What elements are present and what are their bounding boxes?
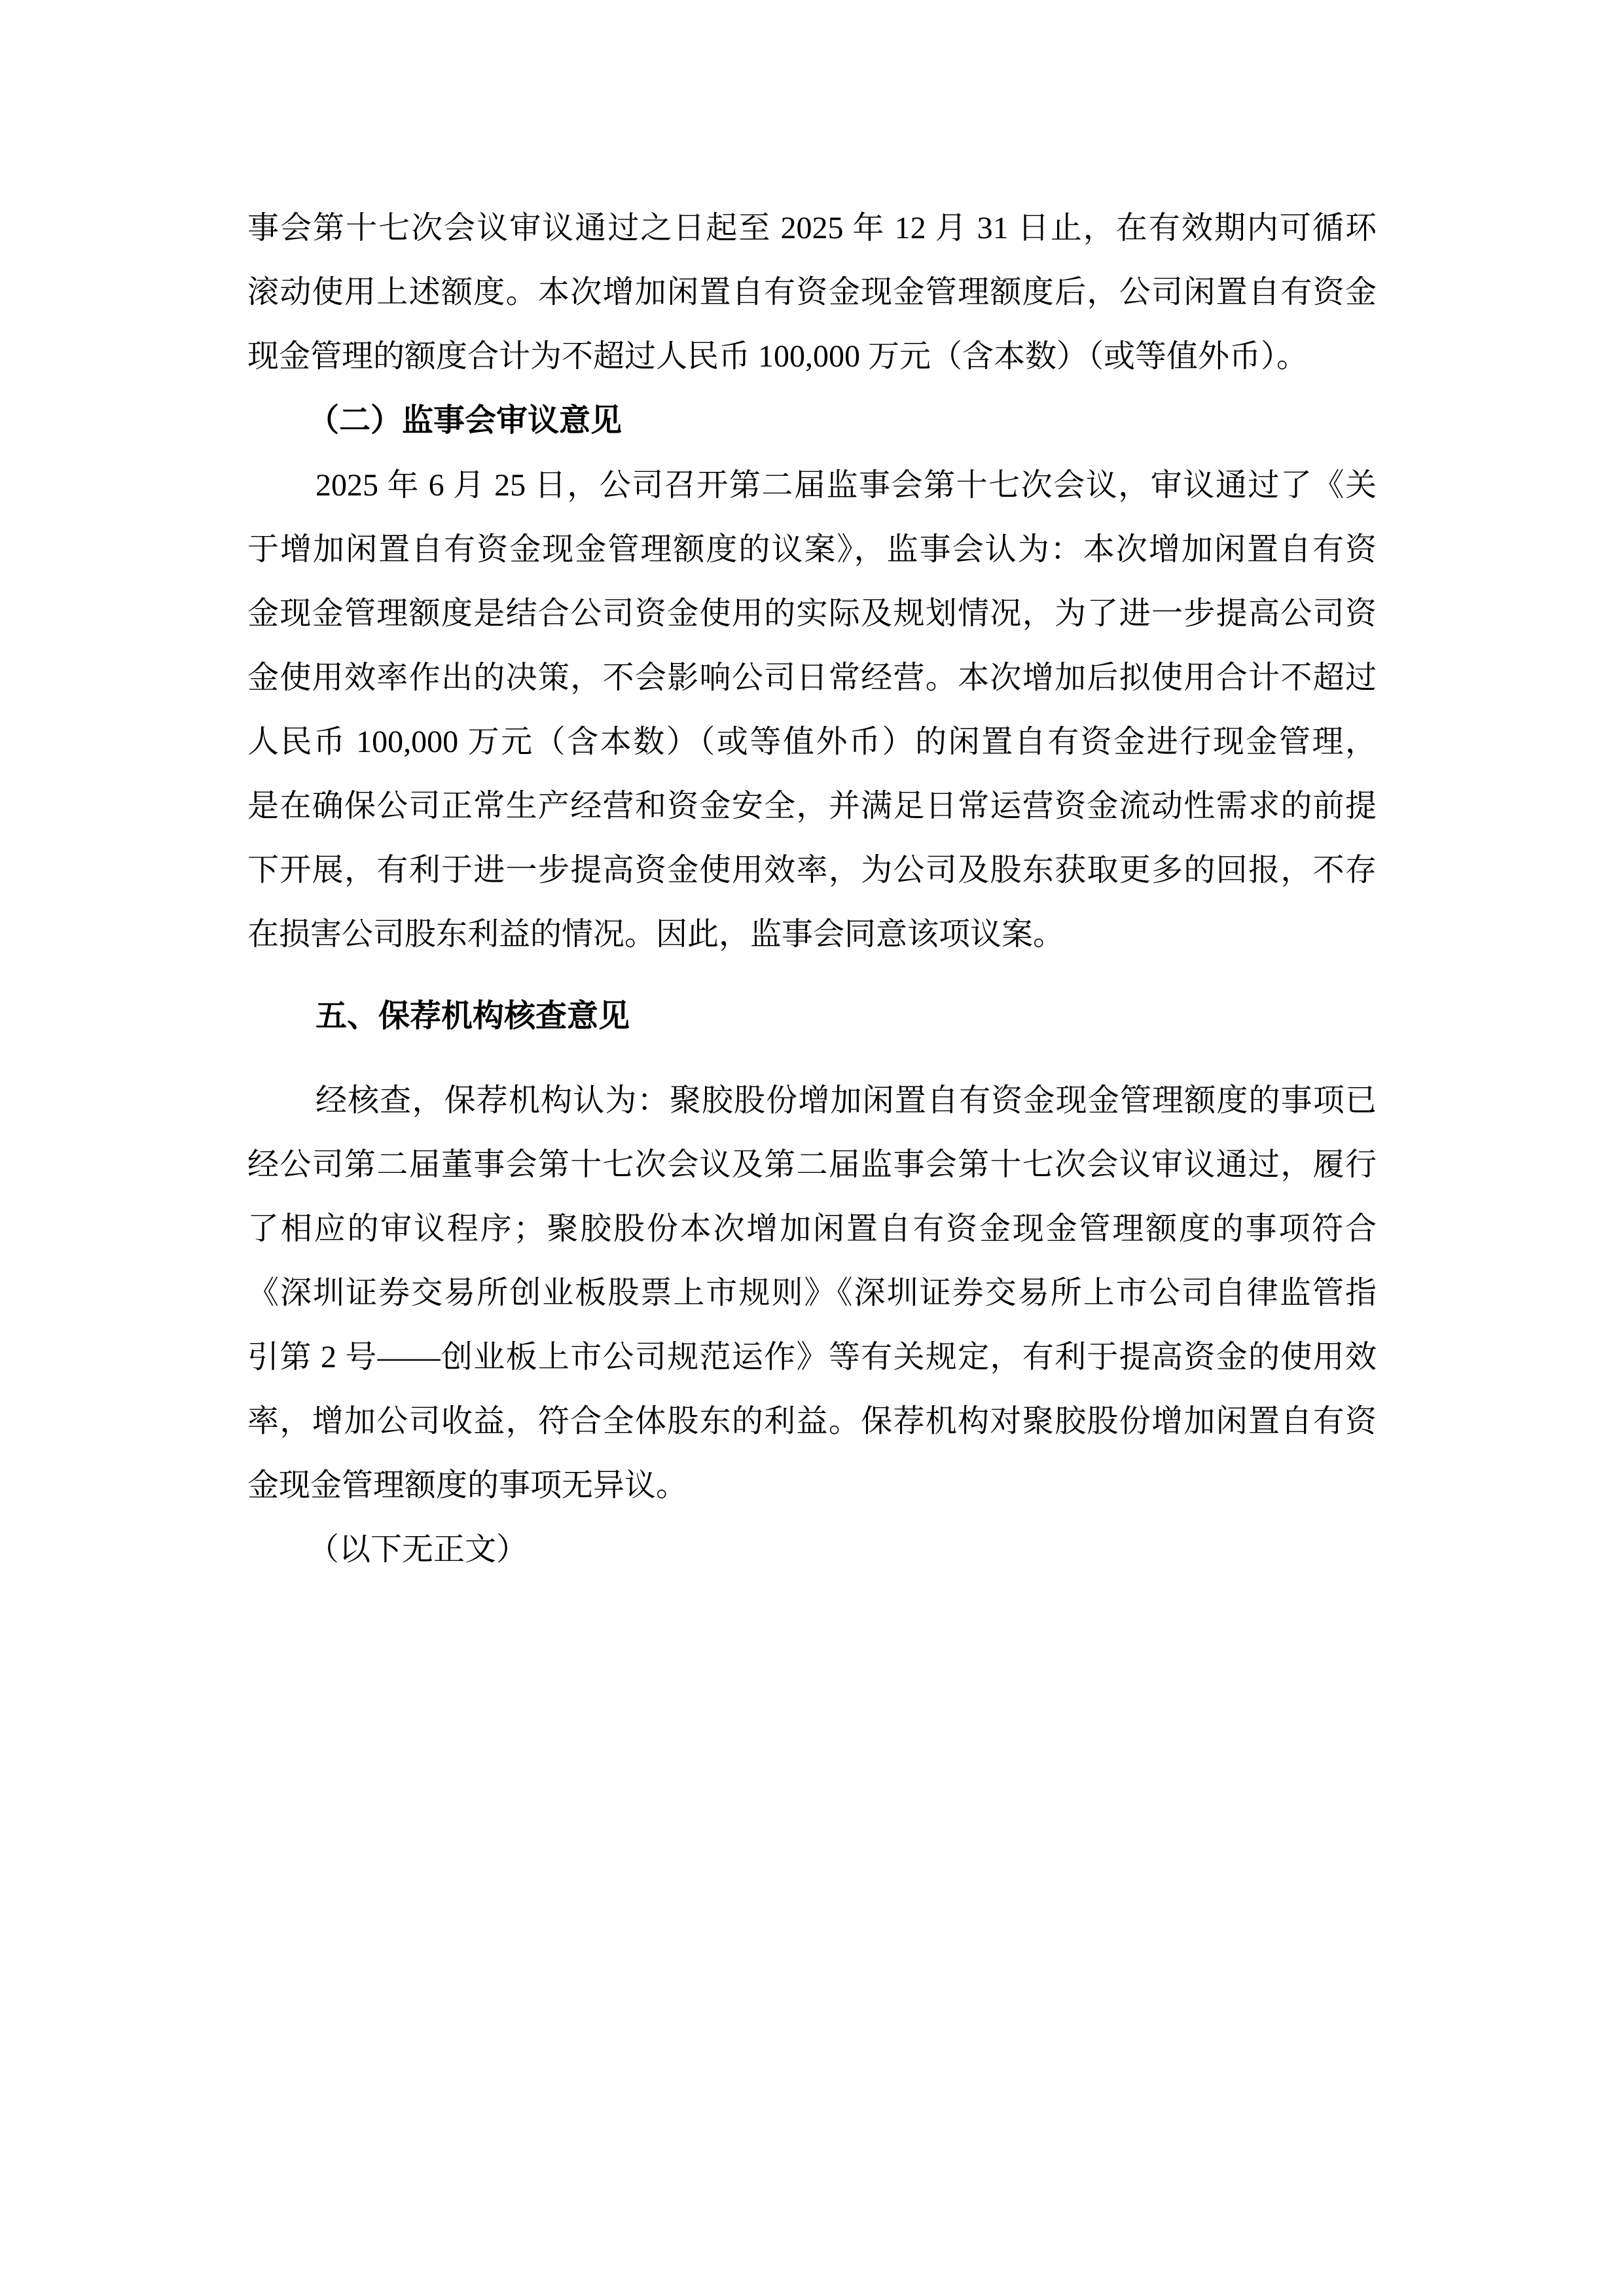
text-line: 2025 年 6 月 25 日，公司召开第二届监事会第十七次会议，审议通过了《关 xyxy=(316,468,1377,503)
text-line: 现金管理的额度合计为不超过人民币 100,000 万元（含本数）（或等值外币）。 xyxy=(247,339,1308,374)
text-line: 滚动使用上述额度。本次增加闲置自有资金现金管理额度后，公司闲置自有资金 xyxy=(247,275,1377,310)
subsection-heading-supervisory-opinion: （二）监事会审议意见 xyxy=(308,403,623,438)
section-heading-sponsor-opinion: 五、保荐机构核查意见 xyxy=(316,999,630,1033)
text-line: 经核查，保荐机构认为：聚胶股份增加闲置自有资金现金管理额度的事项已 xyxy=(316,1083,1377,1118)
text-line: 经公司第二届董事会第十七次会议及第二届监事会第十七次会议审议通过，履行 xyxy=(247,1147,1377,1182)
text-line: 是在确保公司正常生产经营和资金安全，并满足日常运营资金流动性需求的前提 xyxy=(247,789,1377,823)
text-line: 了相应的审议程序；聚胶股份本次增加闲置自有资金现金管理额度的事项符合 xyxy=(247,1211,1377,1246)
text-line: 金现金管理额度是结合公司资金使用的实际及规划情况，为了进一步提高公司资 xyxy=(247,596,1377,631)
text-line: 引第 2 号——创业板上市公司规范运作》等有关规定，有利于提高资金的使用效 xyxy=(247,1340,1377,1374)
text-line: 事会第十七次会议审议通过之日起至 2025 年 12 月 31 日止，在有效期内可循环 xyxy=(247,211,1377,245)
text-line: 金使用效率作出的决策，不会影响公司日常经营。本次增加后拟使用合计不超过 xyxy=(247,660,1377,695)
end-of-text-note: （以下无正文） xyxy=(308,1532,528,1567)
text-line: 于增加闲置自有资金现金管理额度的议案》，监事会认为：本次增加闲置自有资 xyxy=(247,532,1377,567)
text-line: 金现金管理额度的事项无异议。 xyxy=(247,1468,688,1503)
text-line: 率，增加公司收益，符合全体股东的利益。保荐机构对聚胶股份增加闲置自有资 xyxy=(247,1404,1377,1439)
text-line: 在损害公司股东利益的情况。因此，监事会同意该项议案。 xyxy=(247,917,1065,952)
text-line: 下开展，有利于进一步提高资金使用效率，为公司及股东获取更多的回报，不存 xyxy=(247,853,1377,888)
text-line: 《深圳证券交易所创业板股票上市规则》《深圳证券交易所上市公司自律监管指 xyxy=(247,1276,1377,1310)
text-line: 人民币 100,000 万元（含本数）（或等值外币）的闲置自有资金进行现金管理， xyxy=(247,725,1377,759)
